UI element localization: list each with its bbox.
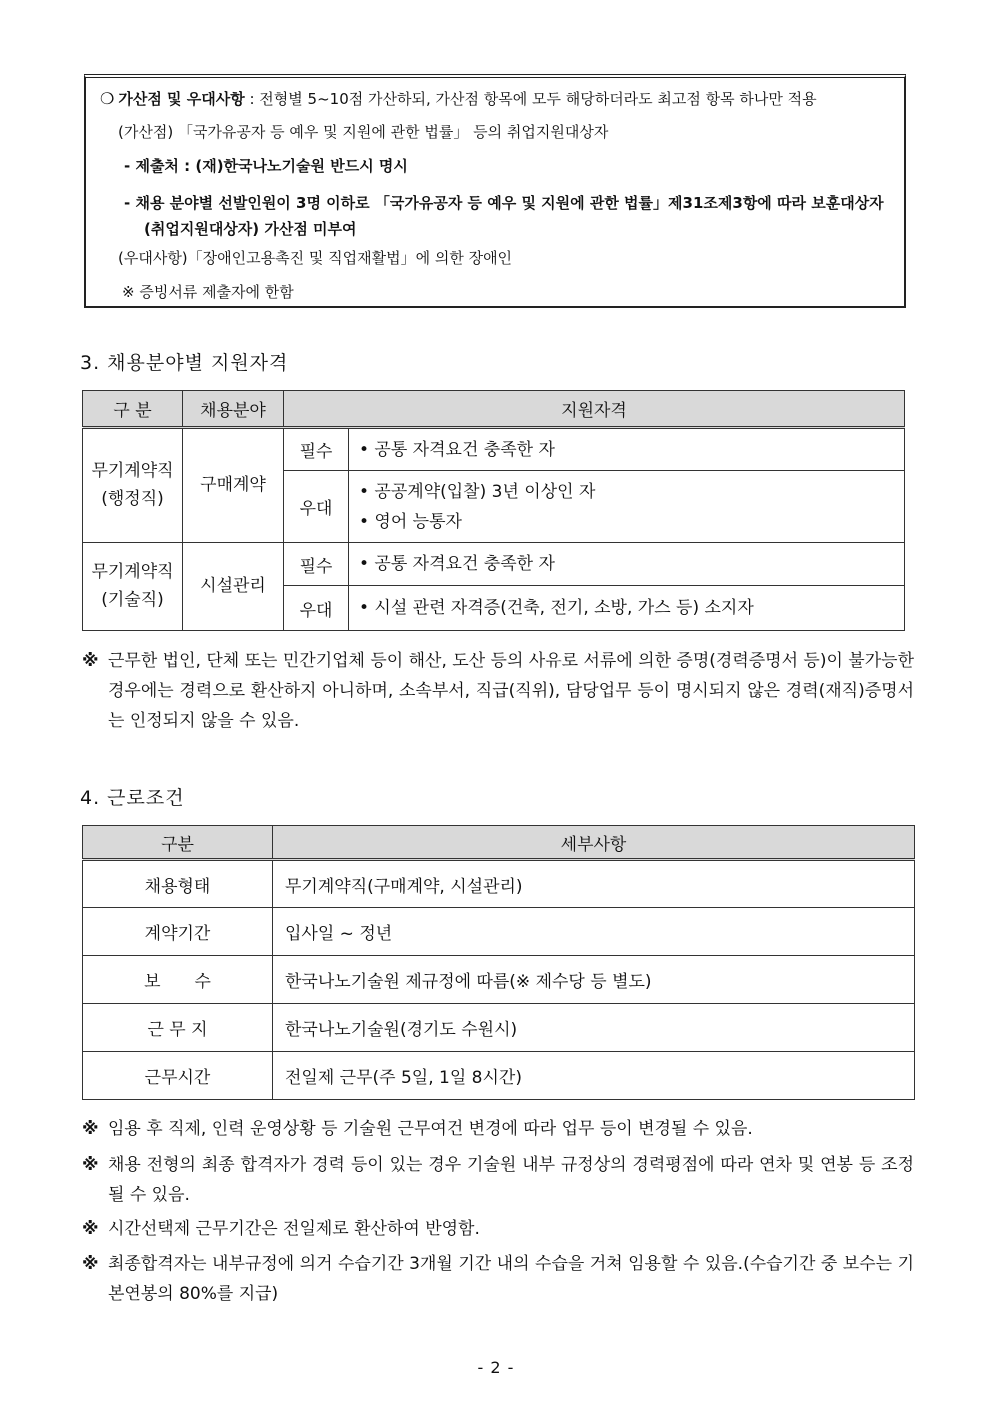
table-row — [83, 860, 915, 908]
submit-to-line: - 제출처 : (재)한국나노기술원 반드시 명시 — [124, 157, 408, 175]
header-category: 구 분 — [83, 391, 183, 428]
required-desc: • 공통 자격요건 충족한 자 — [349, 428, 905, 471]
condition-value: 한국나노기술원 제규정에 따름(※ 제수당 등 별도) — [273, 956, 915, 1004]
header-field: 채용분야 — [183, 391, 284, 428]
note-mark: ※ — [82, 1254, 99, 1274]
section3-title: 3. 채용분야별 지원자격 — [80, 352, 289, 374]
qualification-table — [82, 390, 905, 631]
header-details: 세부사항 — [273, 826, 915, 860]
condition-key: 근 무 지 — [83, 1004, 273, 1052]
condition-note — [82, 1214, 914, 1244]
preference-line: (우대사항)「장애인고용촉진 및 직업재활법」에 의한 장애인 — [118, 249, 513, 267]
table-row — [83, 908, 915, 956]
note-text: 임용 후 직제, 인력 운영상황 등 기술원 근무여건 변경에 따라 업무 등이 변경될 수 있음. — [108, 1119, 753, 1139]
condition-key: 보 수 — [83, 956, 273, 1004]
bonus-limit-line: - 채용 분야별 선발인원이 3명 이하로 「국가유공자 등 예우 및 지원에 관한 법률」제31조제3항에 따라 보훈대상자(취업지원대상자) 가산점 미부여 — [124, 194, 884, 238]
table-header-row — [83, 391, 905, 428]
condition-key: 근무시간 — [83, 1052, 273, 1100]
required-label: 필수 — [284, 428, 349, 471]
required-label: 필수 — [284, 543, 349, 586]
note-text: 채용 전형의 최종 합격자가 경력 등이 있는 경우 기술원 내부 규정상의 경력평점에 따라 연차 및 연봉 등 조정될 수 있음. — [108, 1155, 914, 1205]
preferred-label: 우대 — [284, 586, 349, 631]
table-row — [83, 1004, 915, 1052]
field-cell: 구매계약 — [183, 428, 284, 543]
category-cell: 무기계약직 (행정직) — [83, 428, 183, 543]
note-mark: ※ — [82, 651, 99, 671]
note-mark: ※ — [82, 1155, 99, 1175]
note-text: 최종합격자는 내부규정에 의거 수습기간 3개월 기간 내의 수습을 거쳐 임용할 수 있음.(수습기간 중 보수는 기본연봉의 80%를 지급) — [108, 1254, 914, 1304]
condition-key: 계약기간 — [83, 908, 273, 956]
note-mark: ※ — [82, 1119, 99, 1139]
preferred-desc: • 시설 관련 자격증(건축, 전기, 소방, 가스 등) 소지자 — [349, 586, 905, 631]
condition-note — [82, 1249, 914, 1309]
condition-value: 무기계약직(구매계약, 시설관리) — [273, 860, 915, 908]
preferred-label: 우대 — [284, 471, 349, 543]
header-division: 구분 — [83, 826, 273, 860]
table-header-row — [83, 826, 915, 860]
condition-note — [82, 1150, 914, 1210]
bonus-notice-box — [84, 74, 906, 308]
note-text: 근무한 법인, 단체 또는 민간기업체 등이 해산, 도산 등의 사유로 서류에 의한 증명(경력증명서 등)이 불가능한 경우에는 경력으로 환산하지 아니하며, 소속부서, 직급(직위), 담당업무 등이 명시되지 않은 경력(재직)증명서는 인정되지 않을 수 있음. — [108, 651, 914, 731]
condition-value: 한국나노기술원(경기도 수원시) — [273, 1004, 915, 1052]
condition-key: 채용형태 — [83, 860, 273, 908]
table-row — [83, 1052, 915, 1100]
table-row — [83, 543, 905, 586]
preferred-desc: • 공공계약(입찰) 3년 이상인 자 • 영어 능통자 — [349, 471, 905, 543]
table-row — [83, 956, 915, 1004]
condition-note — [82, 1114, 914, 1144]
table-row — [83, 428, 905, 471]
proof-document-line: ※ 증빙서류 제출자에 한함 — [122, 283, 294, 301]
required-desc: • 공통 자격요건 충족한 자 — [349, 543, 905, 586]
career-certificate-note — [82, 646, 914, 736]
condition-value: 전일제 근무(주 5일, 1일 8시간) — [273, 1052, 915, 1100]
header-qualification: 지원자격 — [284, 391, 905, 428]
category-cell: 무기계약직 (기술직) — [83, 543, 183, 631]
note-mark: ※ — [82, 1219, 99, 1239]
section4-title: 4. 근로조건 — [80, 787, 185, 809]
field-cell: 시설관리 — [183, 543, 284, 631]
bonus-heading-line — [100, 88, 894, 110]
circle-bullet-icon: ❍ — [100, 89, 115, 108]
condition-value: 입사일 ~ 정년 — [273, 908, 915, 956]
working-conditions-table — [82, 825, 915, 1100]
bonus-heading: 가산점 및 우대사항 — [118, 90, 245, 108]
note-text: 시간선택제 근무기간은 전일제로 환산하여 반영함. — [108, 1219, 480, 1239]
bonus-heading-rest: : 전형별 5~10점 가산하되, 가산점 항목에 모두 해당하더라도 최고점 항목 하나만 적용 — [244, 90, 817, 108]
page-number: - 2 - — [477, 1358, 515, 1377]
bonus-target-line: (가산점) 「국가유공자 등 예우 및 지원에 관한 법률」 등의 취업지원대상자 — [118, 123, 609, 141]
